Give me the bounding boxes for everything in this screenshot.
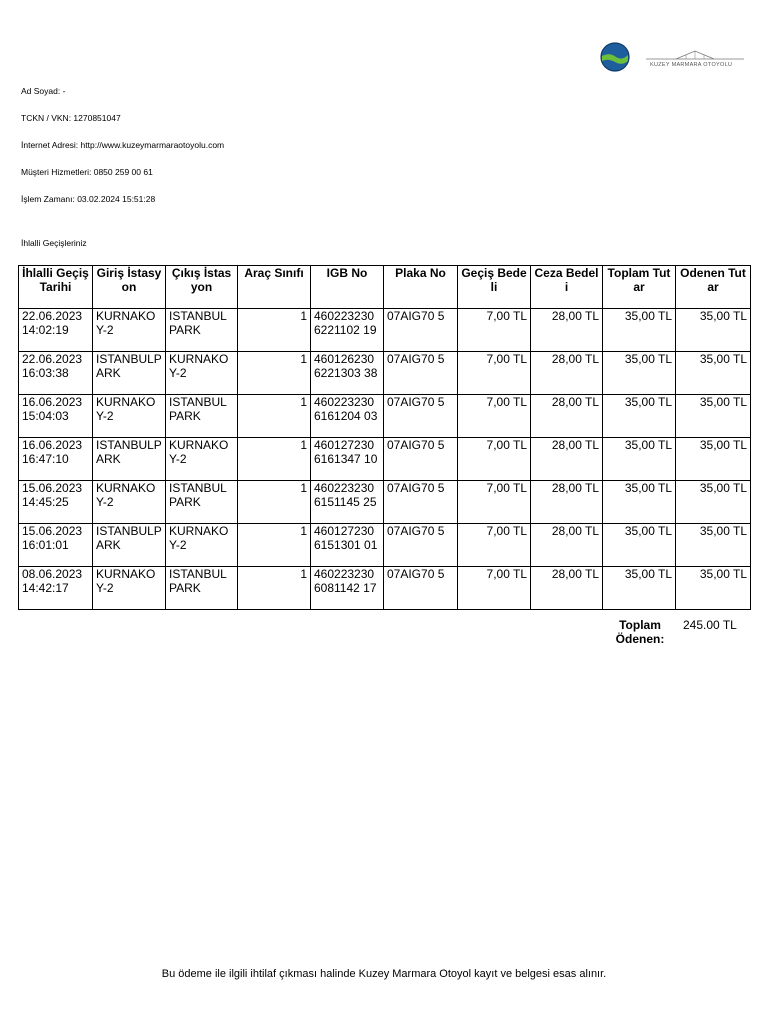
cell-vehicle-class: 1: [238, 524, 311, 567]
cell-date: 15.06.2023 16:01:01: [19, 524, 93, 567]
cell-paid-amount: 35,00 TL: [676, 481, 751, 524]
cell-igb-no: 4601272306161347 10: [311, 438, 384, 481]
cell-entry-station: ISTANBULPARK: [93, 352, 166, 395]
table-header-row: [19, 266, 751, 309]
cell-paid-amount: 35,00 TL: [676, 567, 751, 610]
cell-penalty-fee: 28,00 TL: [531, 438, 603, 481]
cell-pass-fee: 7,00 TL: [458, 567, 531, 610]
cell-exit-station: ISTANBULPARK: [166, 395, 238, 438]
cell-exit-station: KURNAKOY-2: [166, 438, 238, 481]
header-total-amount: Toplam Tutar: [603, 266, 676, 309]
cell-date: 16.06.2023 16:47:10: [19, 438, 93, 481]
cell-igb-no: 4602232306221102 19: [311, 309, 384, 352]
table-row: [19, 309, 751, 352]
cell-total-amount: 35,00 TL: [603, 567, 676, 610]
table-row: [19, 352, 751, 395]
cell-exit-station: ISTANBULPARK: [166, 567, 238, 610]
cell-plate-no: 07AIG70 5: [384, 352, 458, 395]
header-paid-amount: Odenen Tutar: [676, 266, 751, 309]
cell-paid-amount: 35,00 TL: [676, 438, 751, 481]
cell-exit-station: KURNAKOY-2: [166, 352, 238, 395]
cell-penalty-fee: 28,00 TL: [531, 395, 603, 438]
cell-date: 08.06.2023 14:42:17: [19, 567, 93, 610]
cell-paid-amount: 35,00 TL: [676, 352, 751, 395]
company-logo: [598, 40, 748, 74]
cell-penalty-fee: 28,00 TL: [531, 524, 603, 567]
cell-entry-station: KURNAKOY-2: [93, 395, 166, 438]
cell-pass-fee: 7,00 TL: [458, 481, 531, 524]
cell-date: 15.06.2023 14:45:25: [19, 481, 93, 524]
table-row: [19, 395, 751, 438]
cell-entry-station: KURNAKOY-2: [93, 309, 166, 352]
cell-exit-station: ISTANBULPARK: [166, 481, 238, 524]
cell-igb-no: 4602232306081142 17: [311, 567, 384, 610]
table-row: [19, 567, 751, 610]
cell-plate-no: 07AIG70 5: [384, 567, 458, 610]
total-paid-value: 245.00 TL: [683, 618, 737, 632]
cell-plate-no: 07AIG70 5: [384, 481, 458, 524]
cell-total-amount: 35,00 TL: [603, 309, 676, 352]
cell-vehicle-class: 1: [238, 309, 311, 352]
cell-penalty-fee: 28,00 TL: [531, 309, 603, 352]
cell-vehicle-class: 1: [238, 352, 311, 395]
cell-pass-fee: 7,00 TL: [458, 309, 531, 352]
cell-total-amount: 35,00 TL: [603, 395, 676, 438]
globe-icon: [600, 42, 630, 72]
cell-vehicle-class: 1: [238, 567, 311, 610]
cell-pass-fee: 7,00 TL: [458, 524, 531, 567]
tax-id: TCKN / VKN: 1270851047: [21, 113, 121, 123]
cell-plate-no: 07AIG70 5: [384, 438, 458, 481]
cell-plate-no: 07AIG70 5: [384, 524, 458, 567]
cell-igb-no: 4601272306151301 01: [311, 524, 384, 567]
cell-pass-fee: 7,00 TL: [458, 395, 531, 438]
cell-total-amount: 35,00 TL: [603, 352, 676, 395]
header-date: İhlalli Geçiş Tarihi: [19, 266, 93, 309]
header-pass-fee: Geçiş Bedeli: [458, 266, 531, 309]
cell-exit-station: ISTANBULPARK: [166, 309, 238, 352]
cell-date: 22.06.2023 16:03:38: [19, 352, 93, 395]
header-entry-station: Giriş İstasyon: [93, 266, 166, 309]
cell-igb-no: 4601262306221303 38: [311, 352, 384, 395]
cell-entry-station: KURNAKOY-2: [93, 481, 166, 524]
customer-name: Ad Soyad: -: [21, 86, 66, 96]
cell-total-amount: 35,00 TL: [603, 438, 676, 481]
cell-entry-station: KURNAKOY-2: [93, 567, 166, 610]
header-igb-no: IGB No: [311, 266, 384, 309]
cell-penalty-fee: 28,00 TL: [531, 481, 603, 524]
cell-pass-fee: 7,00 TL: [458, 352, 531, 395]
table-row: [19, 524, 751, 567]
cell-plate-no: 07AIG70 5: [384, 395, 458, 438]
section-title: İhlalli Geçişleriniz: [21, 238, 87, 248]
header-vehicle-class: Araç Sınıfı: [238, 266, 311, 309]
transaction-time: İşlem Zamanı: 03.02.2024 15:51:28: [21, 194, 156, 204]
cell-vehicle-class: 1: [238, 481, 311, 524]
cell-date: 16.06.2023 15:04:03: [19, 395, 93, 438]
customer-service: Müşteri Hizmetleri: 0850 259 00 61: [21, 167, 153, 177]
footer-disclaimer: Bu ödeme ile ilgili ihtilaf çıkması halinde Kuzey Marmara Otoyol kayıt ve belgesi esas alınır.: [161, 968, 607, 980]
cell-paid-amount: 35,00 TL: [676, 524, 751, 567]
table-row: [19, 481, 751, 524]
header-plate-no: Plaka No: [384, 266, 458, 309]
website: İnternet Adresi: http://www.kuzeymarmaraotoyolu.com: [21, 140, 225, 150]
cell-igb-no: 4602232306151145 25: [311, 481, 384, 524]
logo-text: KUZEY MARMARA OTOYOLU: [650, 62, 733, 68]
cell-entry-station: ISTANBULPARK: [93, 524, 166, 567]
header-exit-station: Çıkış İstasyon: [166, 266, 238, 309]
cell-vehicle-class: 1: [238, 395, 311, 438]
cell-igb-no: 4602232306161204 03: [311, 395, 384, 438]
cell-plate-no: 07AIG70 5: [384, 309, 458, 352]
cell-paid-amount: 35,00 TL: [676, 309, 751, 352]
cell-date: 22.06.2023 14:02:19: [19, 309, 93, 352]
cell-pass-fee: 7,00 TL: [458, 438, 531, 481]
cell-total-amount: 35,00 TL: [603, 481, 676, 524]
cell-total-amount: 35,00 TL: [603, 524, 676, 567]
header-penalty-fee: Ceza Bedeli: [531, 266, 603, 309]
cell-penalty-fee: 28,00 TL: [531, 352, 603, 395]
cell-entry-station: ISTANBULPARK: [93, 438, 166, 481]
total-paid-label: Toplam Ödenen:: [615, 618, 665, 646]
cell-vehicle-class: 1: [238, 438, 311, 481]
cell-penalty-fee: 28,00 TL: [531, 567, 603, 610]
violations-table: [18, 265, 751, 610]
table-row: [19, 438, 751, 481]
bridge-icon: [646, 48, 744, 60]
cell-exit-station: KURNAKOY-2: [166, 524, 238, 567]
cell-paid-amount: 35,00 TL: [676, 395, 751, 438]
